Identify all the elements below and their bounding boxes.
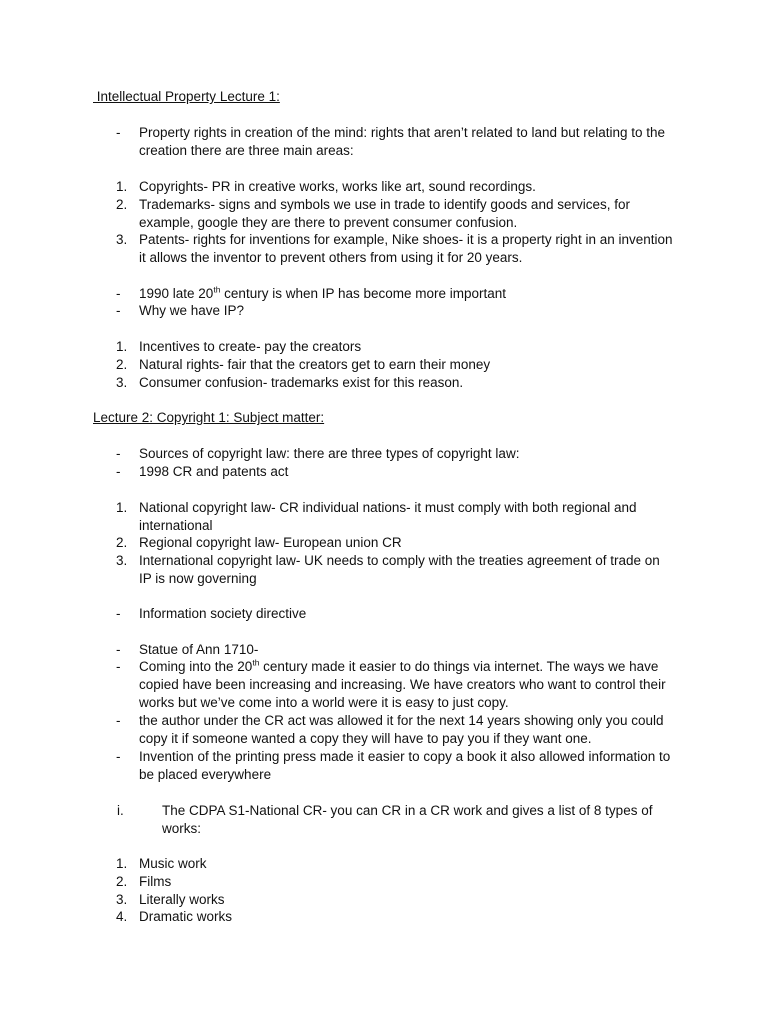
item-number: 1.	[116, 856, 128, 871]
item-number: 3.	[116, 375, 128, 390]
bullet-marker: -	[116, 642, 121, 657]
item-number: 2.	[116, 535, 128, 550]
item-text: Consumer confusion- trademarks exist for this reason.	[139, 375, 464, 390]
item-number: 1.	[116, 339, 128, 354]
roman-text: The CDPA S1-National CR- you can CR in a CR work and gives a list of 8 types of works:	[162, 803, 653, 836]
lecture1-heading: Intellectual Property Lecture 1:	[93, 89, 280, 104]
item-text: National copyright law- CR individual nations- it must comply with both regional and international	[139, 500, 637, 533]
bullet-marker: -	[116, 446, 121, 461]
item-number: 3.	[116, 892, 128, 907]
bullet-marker: -	[116, 713, 121, 728]
roman-marker: i.	[117, 803, 124, 818]
bullet-marker: -	[116, 659, 121, 674]
bullet-text: Information society directive	[139, 606, 307, 621]
bullet-text: Why we have IP?	[139, 303, 245, 318]
bullet-text: Invention of the printing press made it easier to copy a book it also allowed information to be placed everywhere	[139, 749, 671, 782]
bullet-text: 1998 CR and patents act	[139, 464, 289, 479]
item-number: 3.	[116, 232, 128, 247]
bullet-marker: -	[116, 606, 121, 621]
bullet-text: Property rights in creation of the mind: rights that aren’t related to land but relating to the creation there are three main areas:	[139, 125, 666, 158]
bullet-text: the author under the CR act was allowed it for the next 14 years showing only you could copy it if someone wanted a copy they will have to pay you if they want one.	[139, 713, 664, 746]
bullet-text: Coming into the 20th century made it easier to do things via internet. The ways we have copied have been increasing and increasing. We have creators who want to control their works but we’ve come into a world were it is easy to just copy.	[139, 657, 666, 710]
bullet-marker: -	[116, 464, 121, 479]
item-number: 2.	[116, 874, 128, 889]
item-text: Regional copyright law- European union CR	[139, 535, 402, 550]
item-number: 1.	[116, 179, 128, 194]
item-text: Incentives to create- pay the creators	[139, 339, 362, 354]
item-text: Dramatic works	[139, 909, 233, 924]
item-number: 2.	[116, 357, 128, 372]
item-text: International copyright law- UK needs to comply with the treaties agreement of trade on IP is now governing	[139, 553, 660, 586]
item-number: 4.	[116, 909, 128, 924]
bullet-marker: -	[116, 749, 121, 764]
lecture2-heading: Lecture 2: Copyright 1: Subject matter:	[93, 410, 325, 425]
item-text: Films	[139, 874, 172, 889]
item-text: Patents- rights for inventions for example, Nike shoes- it is a property right in an invention it allows the inventor to prevent others from using it for 20 years.	[139, 232, 673, 265]
bullet-text: Statue of Ann 1710-	[139, 642, 259, 657]
item-number: 2.	[116, 197, 128, 212]
bullet-marker: -	[116, 125, 121, 140]
item-number: 1.	[116, 500, 128, 515]
item-text: Copyrights- PR in creative works, works like art, sound recordings.	[139, 179, 536, 194]
item-number: 3.	[116, 553, 128, 568]
bullet-marker: -	[116, 303, 121, 318]
bullet-text: 1990 late 20th century is when IP has become more important	[139, 284, 507, 301]
bullet-marker: -	[116, 286, 121, 301]
item-text: Literally works	[139, 892, 225, 907]
item-text: Natural rights- fair that the creators get to earn their money	[139, 357, 491, 372]
item-text: Trademarks- signs and symbols we use in trade to identify goods and services, for example, google they are there to prevent consumer confusion.	[139, 197, 630, 230]
bullet-text: Sources of copyright law: there are three types of copyright law:	[139, 446, 520, 461]
item-text: Music work	[139, 856, 207, 871]
